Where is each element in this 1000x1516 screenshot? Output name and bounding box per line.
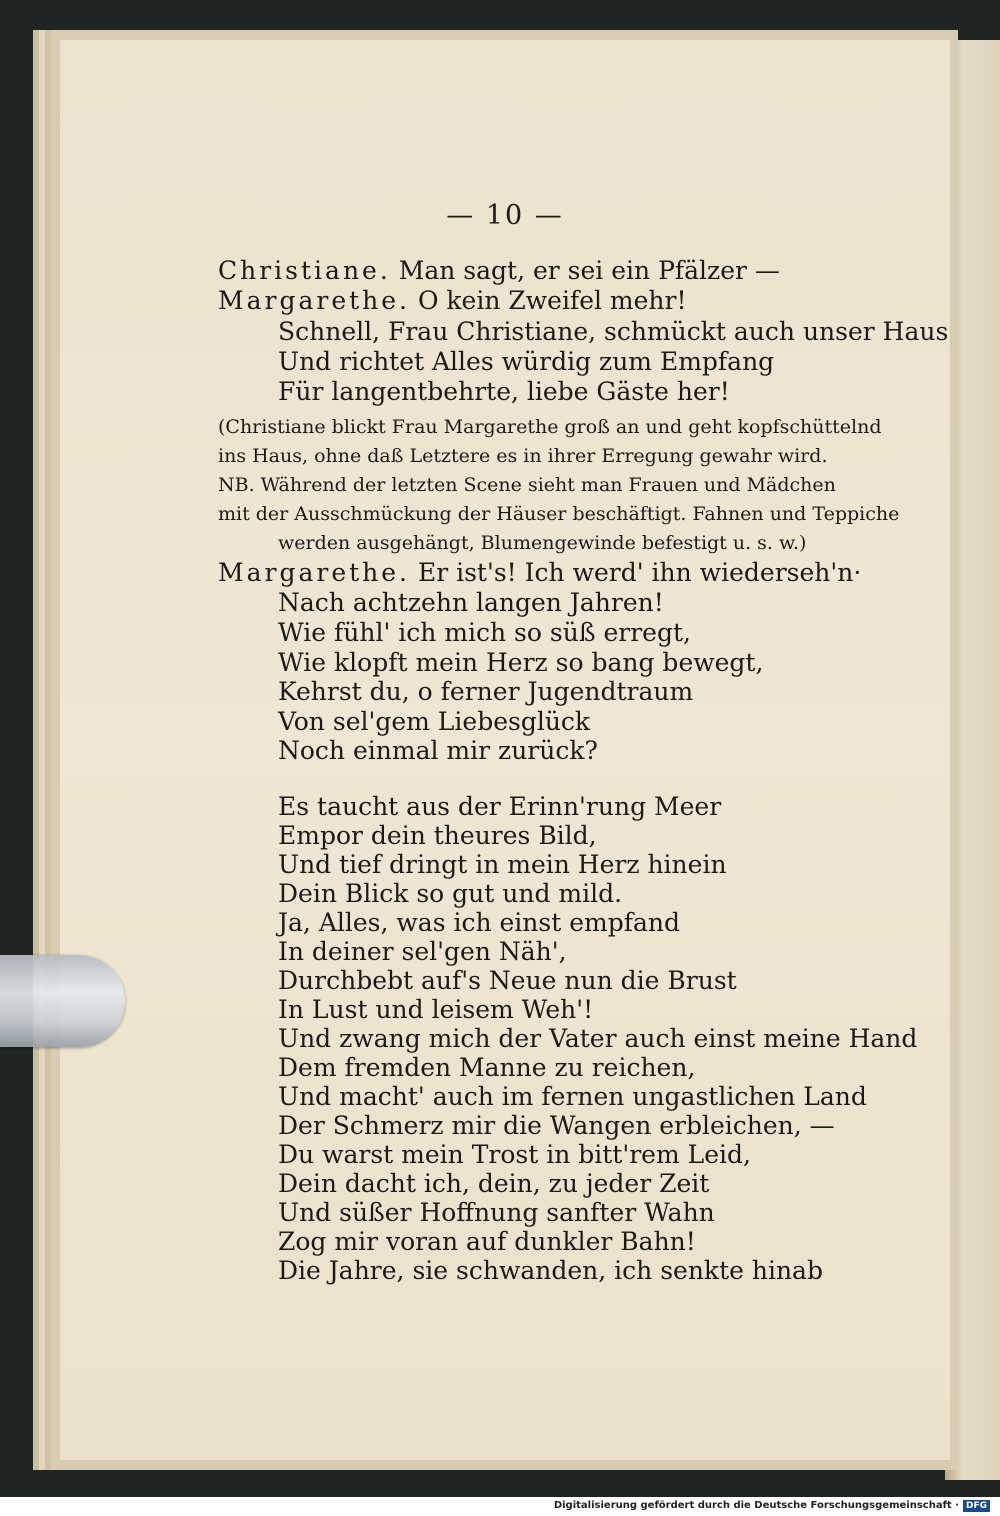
verse-line: Und macht' auch im fernen ungastlichen Land (278, 1082, 867, 1111)
line-text: O kein Zweifel mehr! (417, 286, 687, 315)
credit-text: Digitalisierung gefördert durch die Deutsche Forschungsgemeinschaft · (553, 1500, 959, 1511)
text-line (218, 558, 861, 587)
verse-line: Dein dacht ich, dein, zu jeder Zeit (278, 1169, 710, 1198)
speaker-name: Margarethe. (218, 558, 410, 587)
verse-line: Zog mir voran auf dunkler Bahn! (278, 1227, 696, 1256)
verse-line: Dem fremden Manne zu reichen, (278, 1053, 696, 1082)
text-line (218, 286, 687, 315)
digitization-credit (554, 1497, 990, 1514)
stage-direction: mit der Ausschmückung der Häuser beschäftigt. Fahnen und Teppiche (218, 503, 900, 525)
verse-line: Der Schmerz mir die Wangen erbleichen, — (278, 1111, 835, 1140)
page-number: — 10 — (446, 200, 564, 231)
line-text: Er ist's! Ich werd' ihn wiederseh'n· (417, 558, 862, 587)
verse-line: Ja, Alles, was ich einst empfand (278, 908, 680, 937)
verse-line: Nach achtzehn langen Jahren! (278, 588, 664, 617)
stage-direction: (Christiane blickt Frau Margarethe groß an und geht kopfschüttelnd (218, 416, 882, 438)
verse-line: Und tief dringt in mein Herz hinein (278, 850, 727, 879)
speaker-name: Margarethe. (218, 286, 410, 315)
stage-direction: werden ausgehängt, Blumengewinde befestigt u. s. w.) (278, 532, 807, 554)
verse-line: Wie fühl' ich mich so süß erregt, (278, 618, 691, 647)
verse-line: Schnell, Frau Christiane, schmückt auch unser Haus (278, 317, 949, 346)
stage-direction: NB. Während der letzten Scene sieht man Frauen und Mädchen (218, 474, 836, 496)
verse-line: Dein Blick so gut und mild. (278, 879, 623, 908)
line-text: Man sagt, er sei ein Pfälzer — (398, 256, 780, 285)
verse-line: In deiner sel'gen Näh', (278, 937, 567, 966)
verse-line: Und süßer Hoffnung sanfter Wahn (278, 1198, 715, 1227)
verse-line: Empor dein theures Bild, (278, 821, 597, 850)
verse-line: Du warst mein Trost in bitt'rem Leid, (278, 1140, 751, 1169)
stage-direction: ins Haus, ohne daß Letztere es in ihrer Erregung gewahr wird. (218, 445, 828, 467)
verse-line: Die Jahre, sie schwanden, ich senkte hinab (278, 1256, 823, 1285)
verse-line: In Lust und leisem Weh'! (278, 995, 594, 1024)
verse-line: Kehrst du, o ferner Jugendtraum (278, 677, 694, 706)
book-page (60, 40, 950, 1460)
verse-line: Für langentbehrte, liebe Gäste her! (278, 377, 730, 406)
verse-line: Es taucht aus der Erinn'rung Meer (278, 792, 722, 821)
verse-line: Durchbebt auf's Neue nun die Brust (278, 966, 737, 995)
page-clip (0, 955, 125, 1047)
verse-line: Noch einmal mir zurück? (278, 736, 598, 765)
verse-line: Und zwang mich der Vater auch einst meine Hand (278, 1024, 918, 1053)
dfg-logo: DFG (963, 1500, 990, 1512)
verse-line: Wie klopft mein Herz so bang bewegt, (278, 648, 764, 677)
verse-line: Und richtet Alles würdig zum Empfang (278, 347, 775, 376)
verse-line: Von sel'gem Liebesglück (278, 707, 591, 736)
speaker-name: Christiane. (218, 256, 391, 285)
text-line (218, 256, 780, 285)
